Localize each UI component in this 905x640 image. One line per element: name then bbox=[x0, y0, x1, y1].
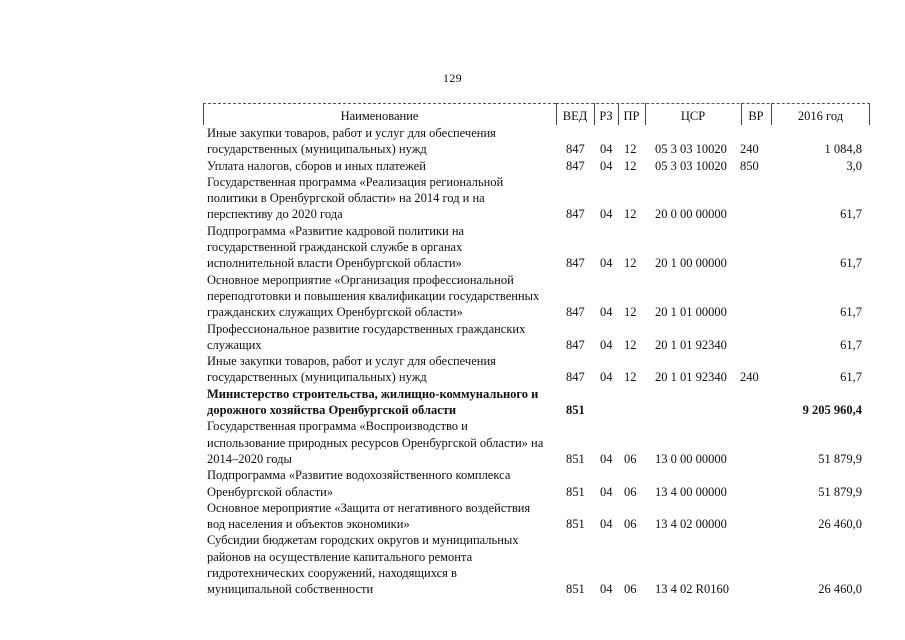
row-name bbox=[207, 158, 552, 174]
row-name-line: перспективу до 2020 года bbox=[207, 207, 343, 222]
row-csr: 13 0 00 00000 bbox=[655, 451, 727, 466]
row-csr: 20 1 01 00000 bbox=[655, 305, 727, 320]
row-vr: 240 bbox=[740, 370, 759, 385]
table-row bbox=[0, 321, 905, 354]
row-rz: 04 bbox=[600, 582, 613, 597]
table-row bbox=[0, 272, 905, 321]
row-csr: 13 4 02 00000 bbox=[655, 517, 727, 532]
row-ved: 847 bbox=[566, 207, 585, 222]
row-name-line: муниципальной собственности bbox=[207, 582, 374, 597]
row-vr: 240 bbox=[740, 142, 759, 157]
row-name-line: Государственная программа «Реализация региональной bbox=[207, 174, 504, 189]
row-sum: 61,7 bbox=[840, 207, 862, 222]
row-name-line: Уплата налогов, сборов и иных платежей bbox=[207, 158, 426, 173]
row-name-line: вод населения и объектов экономики» bbox=[207, 517, 410, 532]
row-sum: 61,7 bbox=[840, 370, 862, 385]
row-name-line: гражданских служащих Оренбургской области» bbox=[207, 305, 463, 320]
row-name-line: Основное мероприятие «Защита от негативного воздействия bbox=[207, 500, 531, 515]
row-name-line: Субсидии бюджетам городских округов и муниципальных bbox=[207, 533, 519, 548]
row-name bbox=[207, 500, 552, 533]
row-name bbox=[207, 532, 552, 597]
row-vr: 850 bbox=[740, 158, 759, 173]
row-ved: 851 bbox=[566, 484, 585, 499]
row-name-line: переподготовки и повышения квалификации государственных bbox=[207, 288, 540, 303]
row-sum: 51 879,9 bbox=[818, 451, 862, 466]
row-pr: 12 bbox=[624, 337, 637, 352]
row-sum: 9 205 960,4 bbox=[802, 403, 862, 418]
row-ved: 847 bbox=[566, 158, 585, 173]
row-pr: 12 bbox=[624, 305, 637, 320]
header-csr: ЦСР bbox=[680, 109, 706, 123]
row-rz: 04 bbox=[600, 305, 613, 320]
row-csr: 20 1 01 92340 bbox=[655, 337, 727, 352]
row-name-line: дорожного хозяйства Оренбургской области bbox=[207, 403, 457, 418]
row-ved: 851 bbox=[566, 517, 585, 532]
row-sum: 26 460,0 bbox=[818, 582, 862, 597]
row-csr: 20 0 00 00000 bbox=[655, 207, 727, 222]
row-pr: 12 bbox=[624, 256, 637, 271]
row-name bbox=[207, 353, 552, 386]
row-name-line: Иные закупки товаров, работ и услуг для обеспечения bbox=[207, 354, 496, 369]
page-number: 129 bbox=[443, 71, 462, 85]
row-sum: 26 460,0 bbox=[818, 517, 862, 532]
row-ved: 847 bbox=[566, 256, 585, 271]
row-pr: 06 bbox=[624, 582, 637, 597]
table-row bbox=[0, 353, 905, 386]
table-body bbox=[0, 125, 905, 598]
row-pr: 06 bbox=[624, 517, 637, 532]
header-rz: РЗ bbox=[599, 109, 613, 123]
row-rz: 04 bbox=[600, 256, 613, 271]
row-csr: 05 3 03 10020 bbox=[655, 142, 727, 157]
row-pr: 12 bbox=[624, 142, 637, 157]
row-name-line: Подпрограмма «Развитие водохозяйственного комплекса bbox=[207, 468, 511, 483]
header-vr: ВР bbox=[748, 109, 764, 123]
row-name-line: Оренбургской области» bbox=[207, 484, 334, 499]
row-rz: 04 bbox=[600, 484, 613, 499]
row-csr: 13 4 02 R0160 bbox=[655, 582, 729, 597]
row-ved: 847 bbox=[566, 142, 585, 157]
row-name-line: государственной гражданской службе в органах bbox=[207, 240, 463, 255]
row-ved: 847 bbox=[566, 337, 585, 352]
row-name-line: Основное мероприятие «Организация профессиональной bbox=[207, 272, 514, 287]
row-name bbox=[207, 386, 552, 419]
row-pr: 12 bbox=[624, 370, 637, 385]
row-name-line: Профессиональное развитие государственных гражданских bbox=[207, 321, 526, 336]
row-pr: 12 bbox=[624, 207, 637, 222]
row-ved: 851 bbox=[566, 451, 585, 466]
row-ved: 851 bbox=[566, 582, 585, 597]
header-pr: ПР bbox=[623, 109, 640, 123]
row-ved: 847 bbox=[566, 370, 585, 385]
row-rz: 04 bbox=[600, 370, 613, 385]
table-header bbox=[203, 103, 870, 125]
table-row bbox=[0, 223, 905, 272]
table-row bbox=[0, 125, 905, 158]
header-year: 2016 год bbox=[797, 109, 844, 123]
row-name bbox=[207, 418, 552, 467]
row-name-line: Иные закупки товаров, работ и услуг для обеспечения bbox=[207, 126, 496, 140]
row-name bbox=[207, 321, 552, 354]
row-name bbox=[207, 125, 552, 158]
row-name-line: районов на осуществление капитального ремонта bbox=[207, 549, 473, 564]
table-row bbox=[0, 467, 905, 500]
table-row bbox=[0, 418, 905, 467]
row-name-line: использование природных ресурсов Оренбургской области» на bbox=[207, 435, 544, 450]
row-name-line: Министерство строительства, жилищно-коммунального и bbox=[207, 386, 539, 401]
table-row bbox=[0, 386, 905, 419]
row-sum: 3,0 bbox=[846, 158, 862, 173]
row-name-line: политики в Оренбургской области» на 2014 год и на bbox=[207, 191, 485, 206]
row-csr: 20 1 00 00000 bbox=[655, 256, 727, 271]
row-name bbox=[207, 272, 552, 321]
row-ved: 851 bbox=[566, 403, 585, 418]
header-ved: ВЕД bbox=[562, 109, 588, 123]
table-row bbox=[0, 158, 905, 174]
row-csr: 13 4 00 00000 bbox=[655, 484, 727, 499]
row-csr: 05 3 03 10020 bbox=[655, 158, 727, 173]
row-name-line: служащих bbox=[207, 337, 262, 352]
row-name-line: государственных (муниципальных) нужд bbox=[207, 370, 427, 385]
row-sum: 61,7 bbox=[840, 305, 862, 320]
row-name bbox=[207, 467, 552, 500]
header-name: Наименование bbox=[340, 109, 419, 123]
row-sum: 1 084,8 bbox=[824, 142, 862, 157]
table-row bbox=[0, 500, 905, 533]
row-rz: 04 bbox=[600, 158, 613, 173]
row-name bbox=[207, 174, 552, 223]
row-csr: 20 1 01 92340 bbox=[655, 370, 727, 385]
row-pr: 06 bbox=[624, 451, 637, 466]
row-rz: 04 bbox=[600, 142, 613, 157]
row-rz: 04 bbox=[600, 207, 613, 222]
row-name-line: государственных (муниципальных) нужд bbox=[207, 142, 427, 157]
row-name bbox=[207, 223, 552, 272]
row-pr: 06 bbox=[624, 484, 637, 499]
table-row bbox=[0, 174, 905, 223]
row-ved: 847 bbox=[566, 305, 585, 320]
row-name-line: Подпрограмма «Развитие кадровой политики на bbox=[207, 223, 465, 238]
row-pr: 12 bbox=[624, 158, 637, 173]
row-sum: 61,7 bbox=[840, 256, 862, 271]
table-row bbox=[0, 532, 905, 597]
row-rz: 04 bbox=[600, 337, 613, 352]
row-sum: 61,7 bbox=[840, 337, 862, 352]
row-name-line: исполнительной власти Оренбургской области» bbox=[207, 256, 462, 271]
row-name-line: гидротехнических сооружений, находящихся в bbox=[207, 566, 457, 581]
row-rz: 04 bbox=[600, 451, 613, 466]
row-rz: 04 bbox=[600, 517, 613, 532]
row-name-line: 2014–2020 годы bbox=[207, 451, 292, 466]
row-name-line: Государственная программа «Воспроизводство и bbox=[207, 419, 468, 434]
row-sum: 51 879,9 bbox=[818, 484, 862, 499]
